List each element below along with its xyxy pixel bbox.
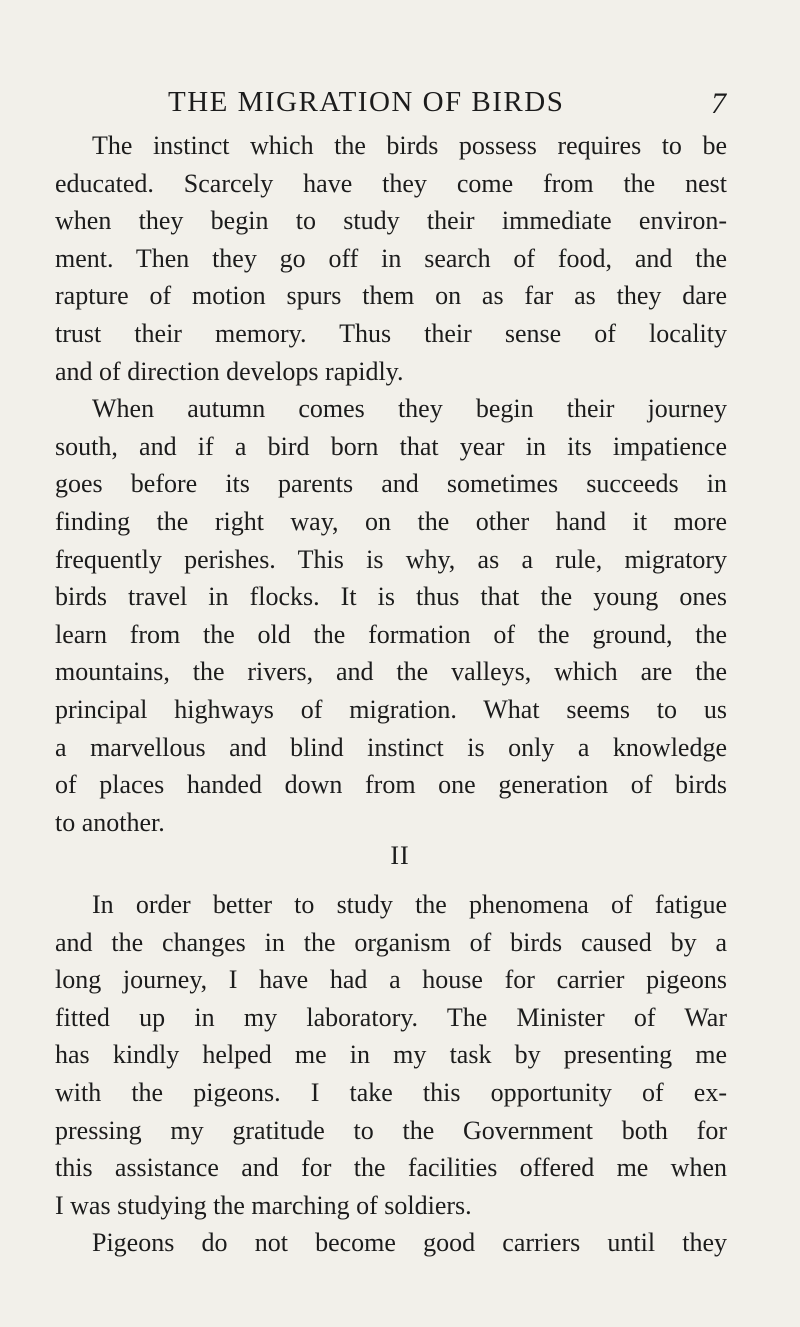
text-line: learn from the old the formation of the ground, the [55, 619, 727, 649]
text-line: Pigeons do not become good carriers until they [92, 1228, 727, 1258]
text-line: a marvellous and blind instinct is only a knowledge [55, 732, 727, 762]
text-line: pressing my gratitude to the Government both for [55, 1115, 727, 1145]
paragraphs-section-one [55, 127, 727, 841]
text-line: south, and if a bird born that year in its impatience [55, 431, 727, 461]
text-line: birds travel in flocks. It is thus that the young ones [55, 582, 727, 612]
text-line: In order better to study the phenomena of fatigue [92, 890, 727, 919]
running-title: THE MIGRATION OF BIRDS [168, 86, 565, 118]
text-line: and of direction develops rapidly. [55, 356, 404, 386]
text-line: mountains, the rivers, and the valleys, which are the [55, 657, 727, 687]
page-number: 7 [711, 87, 726, 120]
text-line: to another. [55, 807, 165, 837]
text-line: principal highways of migration. What seems to us [55, 694, 727, 724]
text-line: fitted up in my laboratory. The Minister of War [55, 1002, 727, 1032]
text-line: of places handed down from one generation of birds [55, 770, 727, 800]
text-line: educated. Scarcely have they come from the nest [55, 168, 727, 198]
text-line: with the pigeons. I take this opportunity of ex- [55, 1077, 727, 1107]
text-line: trust their memory. Thus their sense of locality [55, 318, 727, 348]
paragraphs-section-two [55, 886, 727, 1262]
text-line: long journey, I have had a house for carrier pigeons [55, 965, 727, 995]
text-line: goes before its parents and sometimes succeeds in [55, 469, 727, 499]
text-line: The instinct which the birds possess requires to be [92, 131, 727, 160]
text-line: when they begin to study their immediate environ- [55, 206, 727, 236]
text-line: this assistance and for the facilities offered me when [55, 1153, 727, 1183]
text-line: When autumn comes they begin their journey [92, 394, 727, 424]
text-line: ment. Then they go off in search of food, and the [55, 243, 727, 273]
text-line: has kindly helped me in my task by presenting me [55, 1040, 727, 1070]
text-line: and the changes in the organism of birds caused by a [55, 927, 727, 957]
text-line: I was studying the marching of soldiers. [55, 1190, 472, 1220]
section-heading: II [390, 841, 410, 870]
text-line: finding the right way, on the other hand it more [55, 506, 727, 536]
running-head [90, 82, 726, 122]
text-line: frequently perishes. This is why, as a rule, migratory [55, 544, 727, 574]
text-line: rapture of motion spurs them on as far as they dare [55, 281, 727, 311]
